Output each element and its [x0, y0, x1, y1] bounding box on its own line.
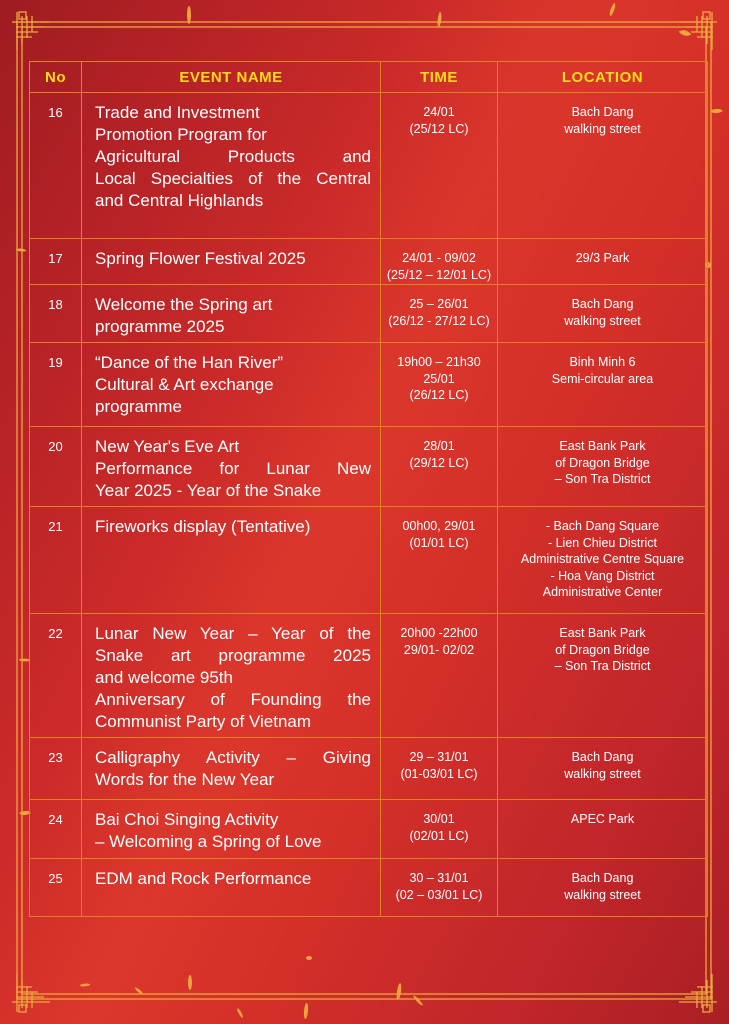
event-location-line: 29/3 Park — [575, 251, 630, 265]
event-location-cell — [498, 859, 708, 917]
event-location-line: Semi-circular area — [551, 371, 654, 386]
event-time-cell — [381, 800, 498, 859]
event-location-line: of Dragon Bridge — [555, 455, 650, 470]
event-time-line: (26/12 - 27/12 LC) — [388, 313, 490, 328]
event-number-cell: 24 — [30, 800, 82, 859]
column-header-no: No — [30, 62, 82, 93]
table-row — [30, 507, 708, 614]
event-time-cell — [381, 614, 498, 738]
event-number-cell: 18 — [30, 285, 82, 343]
event-location-line: Bach Dang — [571, 750, 634, 764]
event-location-cell — [498, 93, 708, 239]
event-location-line: walking street — [564, 313, 641, 328]
event-location-cell — [498, 614, 708, 738]
event-location-cell — [498, 427, 708, 507]
event-location-cell — [498, 343, 708, 427]
event-location-line: Bach Dang — [571, 297, 634, 311]
events-table — [29, 61, 708, 917]
event-name-cell — [82, 343, 381, 427]
event-name-cell — [82, 507, 381, 614]
event-number-cell: 23 — [30, 738, 82, 800]
event-location-line: of Dragon Bridge — [555, 642, 650, 657]
event-name-cell — [82, 738, 381, 800]
event-name-line: EDM and Rock Performance — [95, 869, 312, 888]
event-location-cell — [498, 738, 708, 800]
event-name-line: Promotion Program for — [95, 125, 267, 144]
event-location-line: walking street — [564, 887, 641, 902]
event-time-line: (01/01 LC) — [409, 535, 469, 550]
event-name-line: Bai Choi Singing Activity — [95, 810, 279, 829]
petal-decoration — [679, 27, 692, 40]
event-location-line: APEC Park — [570, 812, 635, 826]
event-name-line: Anniversary of Founding the — [95, 690, 371, 709]
event-time-line: 19h00 – 21h30 — [397, 355, 481, 369]
event-time-line: 25/01 — [423, 371, 455, 386]
corner-knot-bottom-left — [12, 974, 50, 1012]
event-time-cell — [381, 285, 498, 343]
corner-knot-top-left — [12, 12, 50, 50]
table-row — [30, 343, 708, 427]
event-name-line: Snake art programme 2025 — [95, 646, 371, 665]
table-row — [30, 738, 708, 800]
petal-decoration — [187, 6, 191, 24]
petal-decoration — [235, 1008, 245, 1018]
table-row — [30, 427, 708, 507]
event-location-line: Administrative Centre Square — [520, 552, 685, 566]
event-name-line: Performance for Lunar New — [95, 459, 371, 478]
event-name-line: – Welcoming a Spring of Love — [95, 832, 322, 851]
event-number-cell: 16 — [30, 93, 82, 239]
petal-decoration — [16, 247, 27, 253]
petal-decoration — [80, 981, 91, 988]
event-name-line: Agricultural Products and — [95, 147, 371, 166]
event-name-line: Lunar New Year – Year of the — [95, 624, 371, 643]
event-time-line: 30 – 31/01 — [409, 871, 469, 885]
event-location-line: walking street — [564, 766, 641, 781]
event-time-cell — [381, 93, 498, 239]
event-location-cell — [498, 800, 708, 859]
event-name-line: and welcome 95th — [95, 668, 233, 687]
event-location-line: – Son Tra District — [554, 659, 651, 673]
petal-decoration — [188, 975, 192, 990]
event-time-line: 29/01- 02/02 — [403, 642, 475, 657]
event-name-line: Trade and Investment — [95, 103, 260, 122]
event-name-cell — [82, 285, 381, 343]
event-number-cell: 22 — [30, 614, 82, 738]
event-name-cell — [82, 859, 381, 917]
petal-decoration — [303, 1003, 308, 1019]
event-number-cell: 19 — [30, 343, 82, 427]
header-row — [30, 62, 708, 93]
event-location-cell — [498, 285, 708, 343]
event-name-line: Welcome the Spring art — [95, 295, 273, 314]
event-name-line: Spring Flower Festival 2025 — [95, 249, 306, 268]
event-number-cell: 21 — [30, 507, 82, 614]
event-location-cell — [498, 239, 708, 285]
event-name-cell — [82, 93, 381, 239]
petal-decoration — [435, 12, 445, 28]
event-time-line: (25/12 – 12/01 LC) — [386, 267, 492, 282]
column-header-event-name: EVENT NAME — [82, 62, 381, 93]
event-name-line: Communist Party of Vietnam — [95, 712, 312, 731]
event-time-line: 00h00, 29/01 — [402, 519, 476, 533]
event-location-line: East Bank Park — [559, 439, 646, 453]
table-row — [30, 285, 708, 343]
event-name-line: programme — [95, 397, 182, 416]
event-name-line: Fireworks display (Tentative) — [95, 517, 311, 536]
event-name-cell — [82, 427, 381, 507]
event-time-line: 30/01 — [423, 812, 455, 826]
event-location-line: Administrative Center — [542, 585, 663, 599]
event-number-cell: 17 — [30, 239, 82, 285]
petal-decoration — [710, 106, 723, 116]
event-time-line: (01-03/01 LC) — [400, 766, 478, 781]
event-time-line: (29/12 LC) — [409, 455, 469, 470]
event-time-line: (26/12 LC) — [409, 388, 469, 402]
event-location-cell — [498, 507, 708, 614]
event-time-line: 20h00 -22h00 — [400, 626, 478, 640]
event-name-line: Cultural & Art exchange — [95, 375, 274, 394]
event-name-line: Local Specialties of the Central — [95, 169, 371, 188]
event-time-cell — [381, 507, 498, 614]
event-time-cell — [381, 859, 498, 917]
event-number-cell: 20 — [30, 427, 82, 507]
event-name-line: Calligraphy Activity – Giving — [95, 748, 371, 767]
event-time-cell — [381, 427, 498, 507]
table-row — [30, 239, 708, 285]
event-number-cell: 25 — [30, 859, 82, 917]
event-location-line: – Son Tra District — [554, 472, 651, 486]
event-time-line: (02 – 03/01 LC) — [395, 887, 483, 902]
event-location-line: - Lien Chieu District — [547, 535, 658, 550]
event-time-line: 28/01 — [423, 439, 455, 453]
petal-decoration — [306, 956, 312, 960]
event-time-line: (02/01 LC) — [409, 828, 469, 843]
event-name-line: Words for the New Year — [95, 770, 275, 789]
petal-decoration — [134, 987, 145, 995]
event-time-line: (25/12 LC) — [409, 121, 469, 136]
table-row — [30, 800, 708, 859]
corner-knot-bottom-right — [679, 974, 717, 1012]
event-location-line: - Bach Dang Square — [545, 519, 660, 533]
column-header-time: TIME — [381, 62, 498, 93]
event-name-line: programme 2025 — [95, 317, 225, 336]
event-time-line: 25 – 26/01 — [409, 297, 469, 311]
petal-decoration — [607, 3, 619, 17]
table-row — [30, 93, 708, 239]
event-location-line: Binh Minh 6 — [569, 355, 636, 369]
event-name-cell — [82, 800, 381, 859]
event-time-line: 29 – 31/01 — [409, 750, 469, 764]
event-location-line: walking street — [564, 121, 641, 136]
table-row — [30, 614, 708, 738]
event-time-line: 24/01 - 09/02 — [402, 251, 476, 265]
event-name-line: Year 2025 - Year of the Snake — [95, 481, 322, 500]
event-name-line: New Year's Eve Art — [95, 437, 240, 456]
event-name-cell — [82, 239, 381, 285]
events-table-body — [30, 93, 708, 917]
event-name-cell — [82, 614, 381, 738]
event-location-line: East Bank Park — [559, 626, 646, 640]
event-time-cell — [381, 343, 498, 427]
event-name-line: “Dance of the Han River” — [95, 353, 284, 372]
event-location-line: Bach Dang — [571, 105, 634, 119]
event-location-line: Bach Dang — [571, 871, 634, 885]
event-time-cell — [381, 738, 498, 800]
event-location-line: - Hoa Vang District — [550, 568, 655, 583]
event-name-line: and Central Highlands — [95, 191, 264, 210]
petal-decoration — [396, 983, 402, 1000]
event-time-line: 24/01 — [423, 105, 455, 119]
event-time-cell — [381, 239, 498, 285]
column-header-location: LOCATION — [498, 62, 708, 93]
petal-decoration — [413, 994, 423, 1007]
table-row — [30, 859, 708, 917]
